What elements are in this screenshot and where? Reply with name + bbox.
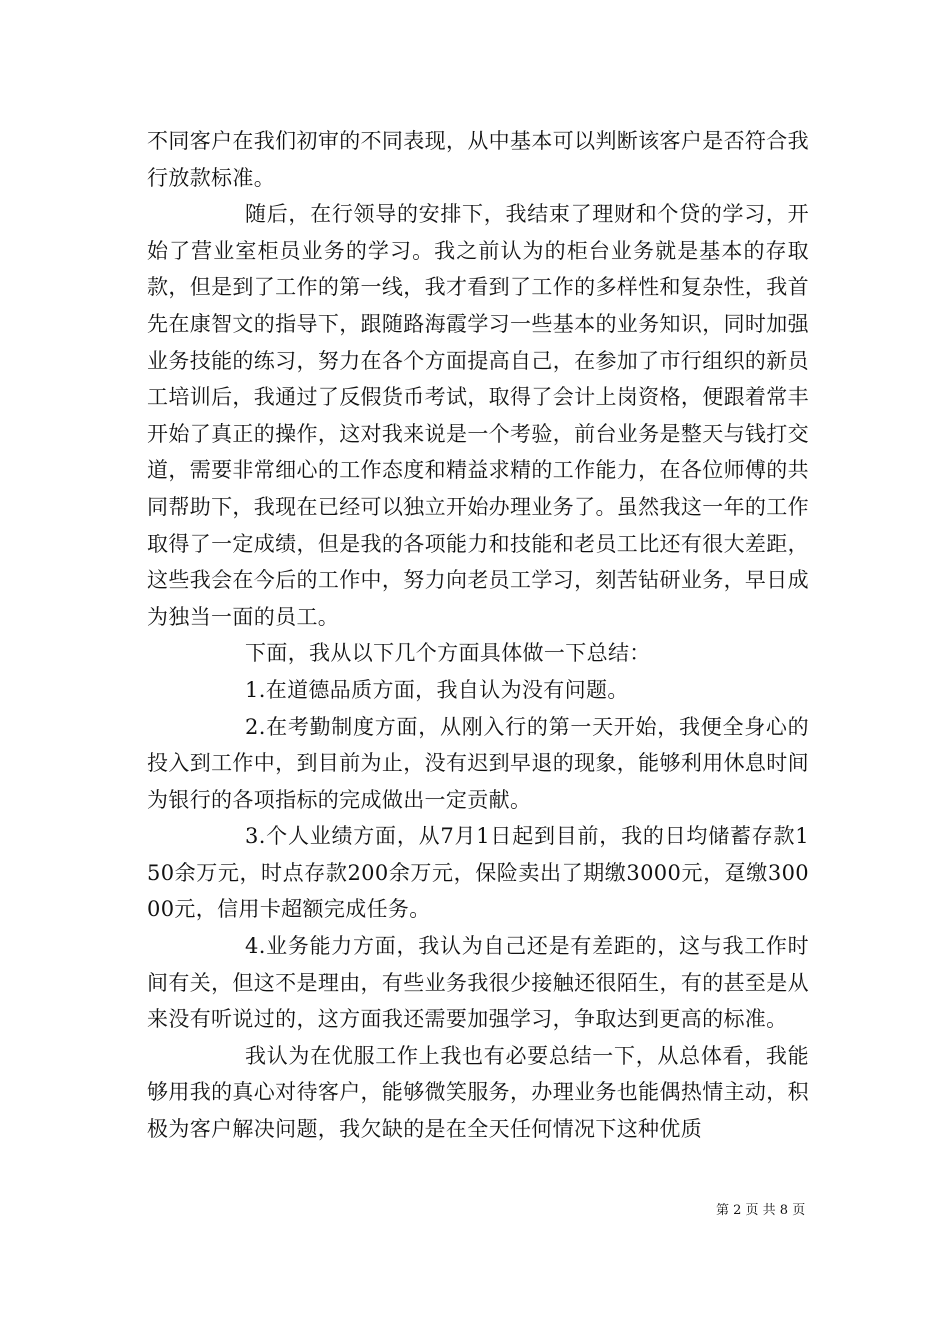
page-number-footer: 第 2 页 共 8 页 [716,1203,806,1218]
paragraph-point-4-ability: 4.业务能力方面，我认为自己还是有差距的，这与我工作时间有关，但这不是理由，有些业务我很少接触还很陌生，有的甚至是从来没有听说过的，这方面我还需要加强学习，争取达到更高的标准。 [147,934,809,1032]
paragraph-point-2-attendance: 2.在考勤制度方面，从刚入行的第一天开始，我便全身心的投入到工作中，到目前为止，没有迟到早退的现象，能够利用休息时间为银行的各项指标的完成做出一定贡献。 [147,714,809,812]
paragraph-summary-intro: 下面，我从以下几个方面具体做一下总结： [245,641,651,666]
paragraph-point-3-performance: 3.个人业绩方面，从7月1日起到目前，我的日均储蓄存款150余万元，时点存款200余万元，保险卖出了期缴3000元，趸缴30000元，信用卡超额完成任务。 [147,824,809,922]
paragraph-service-summary: 我认为在优服工作上我也有必要总结一下，从总体看，我能够用我的真心对待客户，能够微笑服务，办理业务也能偶热情主动，积极为客户解决问题，我欠缺的是在全天任何情况下这种优质 [147,1043,809,1142]
paragraph-continued: 不同客户在我们初审的不同表现，从中基本可以判断该客户是否符合我行放款标准。 [147,129,809,190]
paragraph-point-1-ethics: 1.在道德品质方面，我自认为没有问题。 [245,677,629,702]
paragraph-teller-training: 随后，在行领导的安排下，我结束了理财和个贷的学习，开始了营业室柜员业务的学习。我之前认为的柜台业务就是基本的存取款，但是到了工作的第一线，我才看到了工作的多样性和复杂性，我首先在康智文的指导下，跟随路海霞学习一些基本的业务知识，同时加强业务技能的练习，努力在各个方面提高自己，在参加了市行组织的新员工培训后，我通过了反假货币考试，取得了会计上岗资格，便跟着常丰开始了真正的操作，这对我来说是一个考验，前台业务是整天与钱打交道，需要非常细心的工作态度和精益求精的工作能力，在各位师傅的共同帮助下，我现在已经可以独立开始办理业务了。虽然我这一年的工作取得了一定成绩，但是我的各项能力和技能和老员工比还有很大差距，这些我会在今后的工作中，努力向老员工学习，刻苦钻研业务，早日成为独当一面的员工。 [147,202,809,629]
document-body [147,123,809,1148]
